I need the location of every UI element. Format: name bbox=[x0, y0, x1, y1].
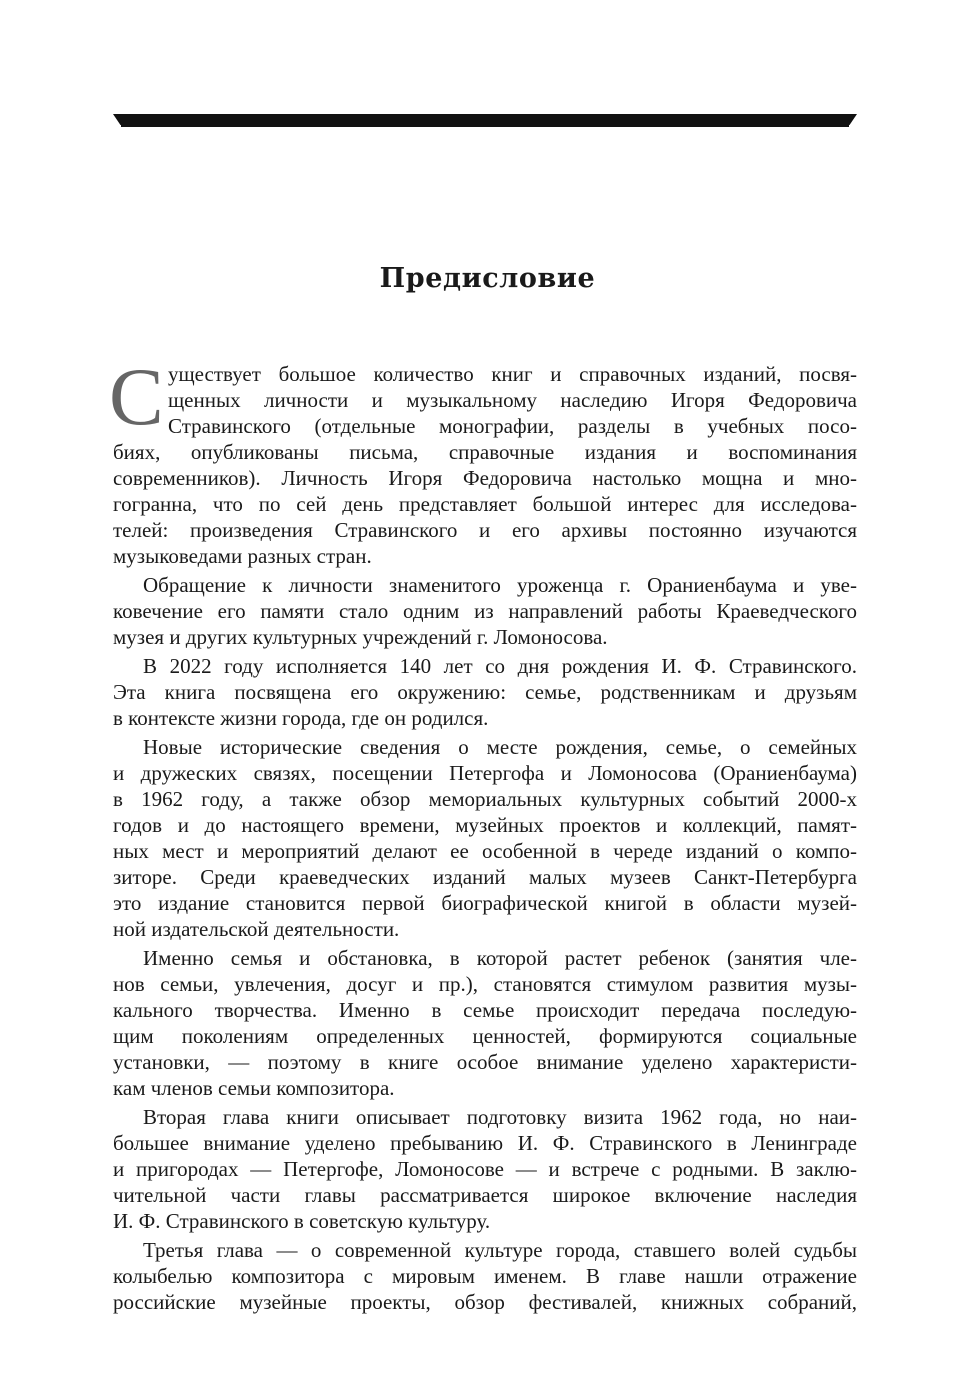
text-line: Новые исторические сведения о месте рождения, семье, о семейных bbox=[143, 735, 857, 759]
text-line: Эта книга посвящена его окружению: семье, родственникам и друзьям bbox=[113, 680, 857, 704]
text-line: щим поколениям определенных ценностей, формируются социальные bbox=[113, 1024, 857, 1048]
text-line: нов семьи, увлечения, досуг и пр.), становятся стимулом развития музы- bbox=[113, 972, 857, 996]
header-rule-thin bbox=[121, 125, 849, 127]
paragraph-2 bbox=[113, 572, 857, 650]
chapter-title: Предисловие bbox=[379, 263, 596, 294]
text-line: ной издательской деятельности. bbox=[113, 917, 400, 941]
text-line: музея и других культурных учреждений г. Ломоносова. bbox=[113, 625, 608, 649]
text-line: кам членов семьи композитора. bbox=[113, 1076, 395, 1100]
text-line: большее внимание уделено пребыванию И. Ф. Стравинского в Ленинграде bbox=[113, 1131, 857, 1155]
text-line: годов и до настоящего времени, музейных проектов и коллекций, памят- bbox=[113, 813, 857, 837]
text-line: щенных личности и музыкальному наследию Игоря Федоровича bbox=[168, 388, 857, 412]
text-line: и дружеских связях, посещении Петергофа и Ломоносова (Ораниенбаума) bbox=[113, 761, 857, 785]
drop-cap: С bbox=[109, 351, 164, 442]
text-line: Третья глава — о современной культуре города, ставшего волей судьбы bbox=[143, 1238, 857, 1262]
text-line: телей: произведения Стравинского и его архивы постоянно изучаются bbox=[113, 518, 857, 542]
text-line: колыбелью композитора с мировым именем. В главе нашли отражение bbox=[113, 1264, 857, 1288]
text-line: уществует большое количество книг и справочных изданий, посвя- bbox=[168, 362, 857, 386]
text-line: установки, — поэтому в книге особое внимание уделено характеристи- bbox=[113, 1050, 857, 1074]
text-line: российские музейные проекты, обзор фестивалей, книжных собраний, bbox=[113, 1290, 857, 1314]
text-line: в 1962 году, а также обзор мемориальных культурных событий 2000-х bbox=[113, 787, 857, 811]
text-line: Обращение к личности знаменитого уроженца г. Ораниенбаума и уве- bbox=[143, 573, 857, 597]
text-line: современников). Личность Игоря Федоровича настолько мощна и мно- bbox=[113, 466, 857, 490]
text-line: гогранна, что по сей день представляет большой интерес для исследова- bbox=[113, 492, 857, 516]
text-line: Именно семья и обстановка, в которой растет ребенок (занятия чле- bbox=[143, 946, 857, 970]
paragraph-5 bbox=[113, 945, 857, 1101]
text-line: это издание становится первой биографической книгой в области музей- bbox=[113, 891, 857, 915]
text-line: Вторая глава книги описывает подготовку визита 1962 года, но наи- bbox=[143, 1105, 857, 1129]
header-rule bbox=[113, 114, 857, 125]
paragraph-7 bbox=[113, 1237, 857, 1315]
text-line: в контексте жизни города, где он родился. bbox=[113, 706, 489, 730]
paragraph-4 bbox=[113, 734, 857, 942]
text-line: биях, опубликованы письма, справочные издания и воспоминания bbox=[113, 440, 857, 464]
text-line: ных мест и мероприятий делают ее особенной в череде изданий о компо- bbox=[113, 839, 857, 863]
text-line: чительной части главы рассматривается широкое включение наследия bbox=[113, 1183, 857, 1207]
text-line: В 2022 году исполняется 140 лет со дня рождения И. Ф. Стравинского. bbox=[143, 654, 857, 678]
paragraph-1 bbox=[109, 351, 857, 569]
text-line: музыковедами разных стран. bbox=[113, 544, 372, 568]
text-line: ковечение его памяти стало одним из направлений работы Краеведческого bbox=[113, 599, 857, 623]
paragraph-6 bbox=[113, 1104, 857, 1234]
text-line: Стравинского (отдельные монографии, разделы в учебных посо- bbox=[168, 414, 857, 438]
text-line: зиторе. Среди краеведческих изданий малых музеев Санкт-Петербурга bbox=[113, 865, 857, 889]
paragraph-3 bbox=[113, 653, 857, 731]
text-line: и пригородах — Петергофе, Ломоносове — и встрече с родными. В заклю- bbox=[113, 1157, 857, 1181]
body-text bbox=[109, 351, 857, 1315]
text-line: кального творчества. Именно в семье происходит передача последую- bbox=[113, 998, 857, 1022]
text-line: И. Ф. Стравинского в советскую культуру. bbox=[113, 1209, 491, 1233]
